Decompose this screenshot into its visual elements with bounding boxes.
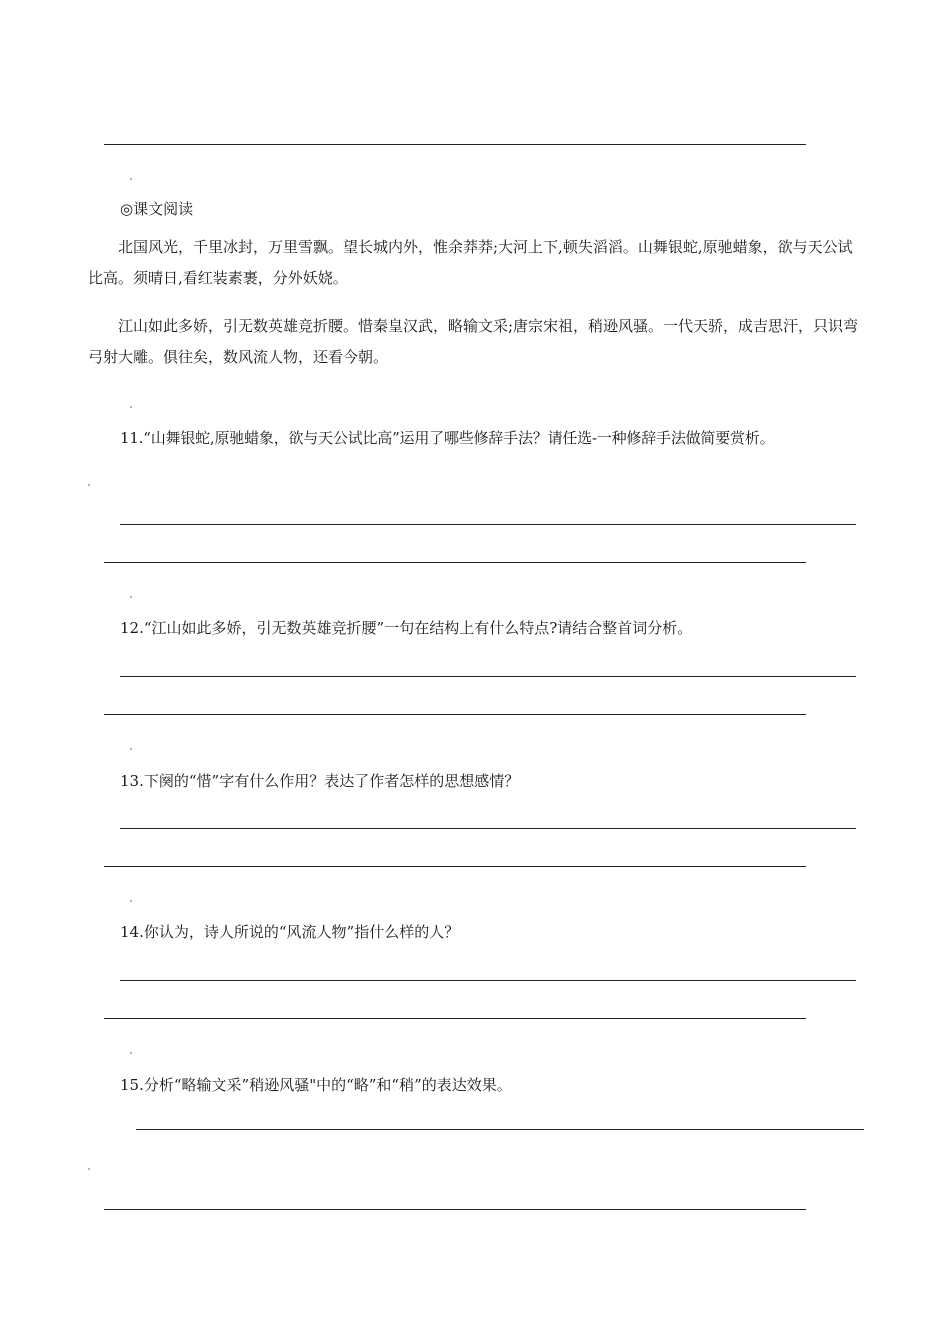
answer-line[interactable] (120, 676, 856, 677)
answer-line[interactable] (104, 562, 806, 563)
answer-line[interactable] (104, 1209, 806, 1210)
question-11: 11.“山舞银蛇,原驰蜡象，欲与天公试比高”运用了哪些修辞手法？请任选-一种修辞手法做简要赏析。 (120, 429, 775, 447)
answer-line[interactable] (136, 1129, 864, 1130)
answer-line[interactable] (120, 980, 856, 981)
question-12: 12.“江山如此多娇，引无数英雄竞折腰”一句在结构上有什么特点?请结合整首词分析。 (120, 619, 693, 637)
answer-line[interactable] (120, 828, 856, 829)
answer-line[interactable] (120, 524, 856, 525)
section-title: ◎课文阅读 (120, 200, 194, 218)
passage-paragraph-1: 北国风光，千里冰封，万里雪飘。望长城内外，惟余莽莽;大河上下,顿失滔滔。山舞银蛇,原驰蜡象，欲与天公试比高。须晴日,看红装素裹，分外妖娆。 (88, 238, 853, 287)
paragraph-mark (130, 596, 132, 598)
paragraph-mark (88, 1168, 90, 1170)
paragraph-mark (130, 1052, 132, 1054)
paragraph-mark (88, 484, 90, 486)
answer-line[interactable] (104, 714, 806, 715)
question-15: 15.分析“略输文采”稍逊风骚"中的“略”和“稍”的表达效果。 (120, 1076, 512, 1094)
paragraph-mark (130, 748, 132, 750)
answer-line[interactable] (104, 144, 806, 145)
question-14: 14.你认为，诗人所说的“风流人物”指什么样的人？ (120, 923, 460, 941)
paragraph-mark (130, 406, 132, 408)
answer-line[interactable] (104, 1018, 806, 1019)
question-13: 13.下阕的“惜”字有什么作用？表达了作者怎样的思想感情？ (120, 772, 520, 790)
paragraph-mark (130, 178, 132, 180)
passage-paragraph-2: 江山如此多娇，引无数英雄竞折腰。惜秦皇汉武，略输文采;唐宗宋祖，稍逊风骚。一代天骄，成吉思汗，只识弯弓射大雕。俱往矣，数风流人物，还看今朝。 (88, 317, 859, 366)
answer-line[interactable] (104, 866, 806, 867)
paragraph-mark (130, 900, 132, 902)
